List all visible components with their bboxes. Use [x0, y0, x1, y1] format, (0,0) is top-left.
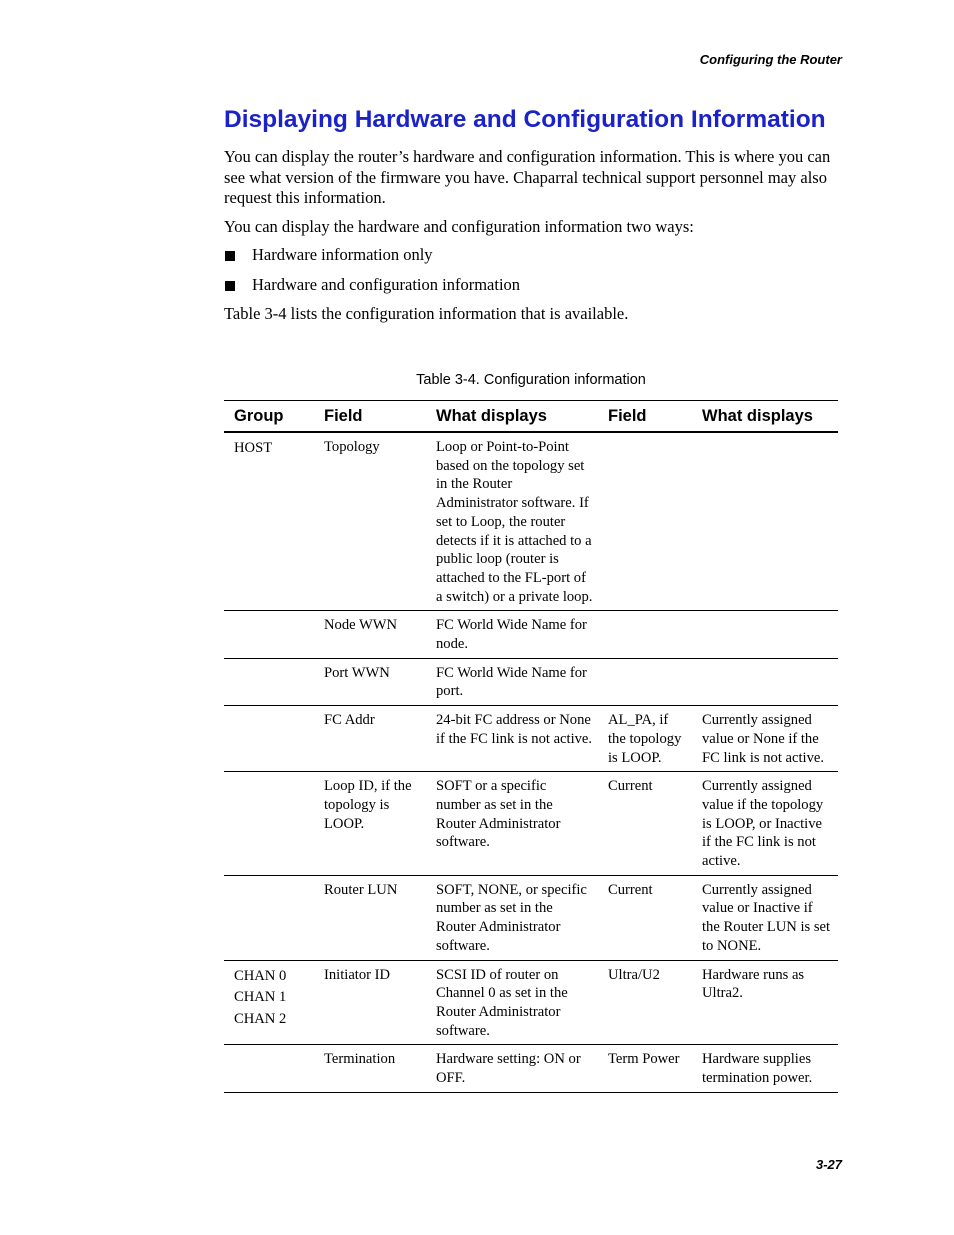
bullet-list: [224, 245, 840, 295]
cell-group: [224, 875, 314, 960]
cell-group: [224, 772, 314, 876]
table-header-row: [224, 401, 838, 433]
cell-field-2: [598, 432, 692, 611]
cell-field: Port WWN: [314, 658, 426, 705]
table-row: [224, 1045, 838, 1092]
cell-group: [224, 960, 314, 1045]
cell-field: Termination: [314, 1045, 426, 1092]
header-what-displays: What displays: [426, 401, 598, 433]
cell-field-2: [598, 658, 692, 705]
bullet-item: [224, 275, 840, 296]
table-row: [224, 875, 838, 960]
cell-what-displays-2: [692, 611, 838, 658]
table-row: [224, 706, 838, 772]
cell-field: Topology: [314, 432, 426, 611]
cell-field-2: Current: [598, 772, 692, 876]
bullet-square-icon: [225, 251, 235, 261]
bullet-text: Hardware information only: [252, 245, 433, 264]
cell-group: [224, 1045, 314, 1092]
bullet-text: Hardware and configuration information: [252, 274, 521, 294]
cell-what-displays-2: Currently assigned value or Inactive if the Router LUN is set to NONE.: [692, 875, 838, 960]
channel-label: CHAN 0: [234, 967, 287, 984]
cell-group: [224, 706, 314, 772]
section-title: Displaying Hardware and Configuration Information: [224, 106, 826, 133]
intro-paragraph: You can display the router’s hardware and configuration information. This is where you can see what version of the firmware you have. Chaparral technical support personnel may also request this information.: [224, 147, 831, 207]
cell-group: HOST: [224, 432, 314, 611]
cell-what-displays-2: Hardware runs as Ultra2.: [692, 960, 838, 1045]
cell-field: Loop ID, if the topology is LOOP.: [314, 772, 426, 876]
table-caption: Table 3-4. Configuration information: [416, 372, 646, 388]
table-reference-paragraph: Table 3-4 lists the configuration information that is available.: [224, 304, 629, 323]
table-row: [224, 772, 838, 876]
channel-label: CHAN 1: [234, 989, 287, 1006]
header-what-displays-2: What displays: [692, 401, 838, 433]
header-field: Field: [314, 401, 426, 433]
cell-what-displays-2: Hardware supplies termination power.: [692, 1045, 838, 1092]
cell-field-2: AL_PA, if the topology is LOOP.: [598, 706, 692, 772]
cell-what-displays: FC World Wide Name for port.: [426, 658, 598, 705]
table-row: [224, 432, 838, 611]
cell-what-displays-2: [692, 658, 838, 705]
cell-group: [224, 611, 314, 658]
table-row: [224, 658, 838, 705]
running-header: Configuring the Router: [699, 52, 842, 67]
bullet-square-icon: [225, 281, 235, 291]
configuration-table: [224, 400, 838, 1093]
page-number: 3-27: [815, 1157, 842, 1172]
cell-field: Router LUN: [314, 875, 426, 960]
cell-what-displays-2: Currently assigned value or None if the FC link is not active.: [692, 706, 838, 772]
header-field-2: Field: [598, 401, 692, 433]
cell-what-displays: FC World Wide Name for node.: [426, 611, 598, 658]
table-row: [224, 611, 838, 658]
section-content: [224, 103, 840, 325]
cell-what-displays: 24-bit FC address or None if the FC link is not active.: [426, 706, 598, 772]
cell-what-displays: Loop or Point-to-Point based on the topology set in the Router Administrator software. If set to Loop, the router detects if it is attached to a public loop (router is attached to the FL-port of a switch) or a private loop.: [426, 432, 598, 611]
cell-field-2: Current: [598, 875, 692, 960]
cell-group: [224, 658, 314, 705]
cell-field: FC Addr: [314, 706, 426, 772]
cell-field-2: Ultra/U2: [598, 960, 692, 1045]
cell-what-displays: Hardware setting: ON or OFF.: [426, 1045, 598, 1092]
cell-what-displays: SOFT or a specific number as set in the Router Administrator software.: [426, 772, 598, 876]
channel-label: CHAN 2: [234, 1010, 287, 1027]
cell-field: Initiator ID: [314, 960, 426, 1045]
cell-what-displays-2: [692, 432, 838, 611]
cell-field-2: [598, 611, 692, 658]
table-row: [224, 960, 838, 1045]
cell-field-2: Term Power: [598, 1045, 692, 1092]
cell-field: Node WWN: [314, 611, 426, 658]
ways-paragraph: You can display the hardware and configuration information two ways:: [224, 216, 694, 236]
cell-what-displays-2: Currently assigned value if the topology is LOOP, or Inactive if the FC link is not active.: [692, 772, 838, 876]
cell-what-displays: SCSI ID of router on Channel 0 as set in the Router Administrator software.: [426, 960, 598, 1045]
bullet-item: [224, 245, 840, 266]
cell-what-displays: SOFT, NONE, or specific number as set in the Router Administrator software.: [426, 875, 598, 960]
header-group: Group: [224, 401, 314, 433]
